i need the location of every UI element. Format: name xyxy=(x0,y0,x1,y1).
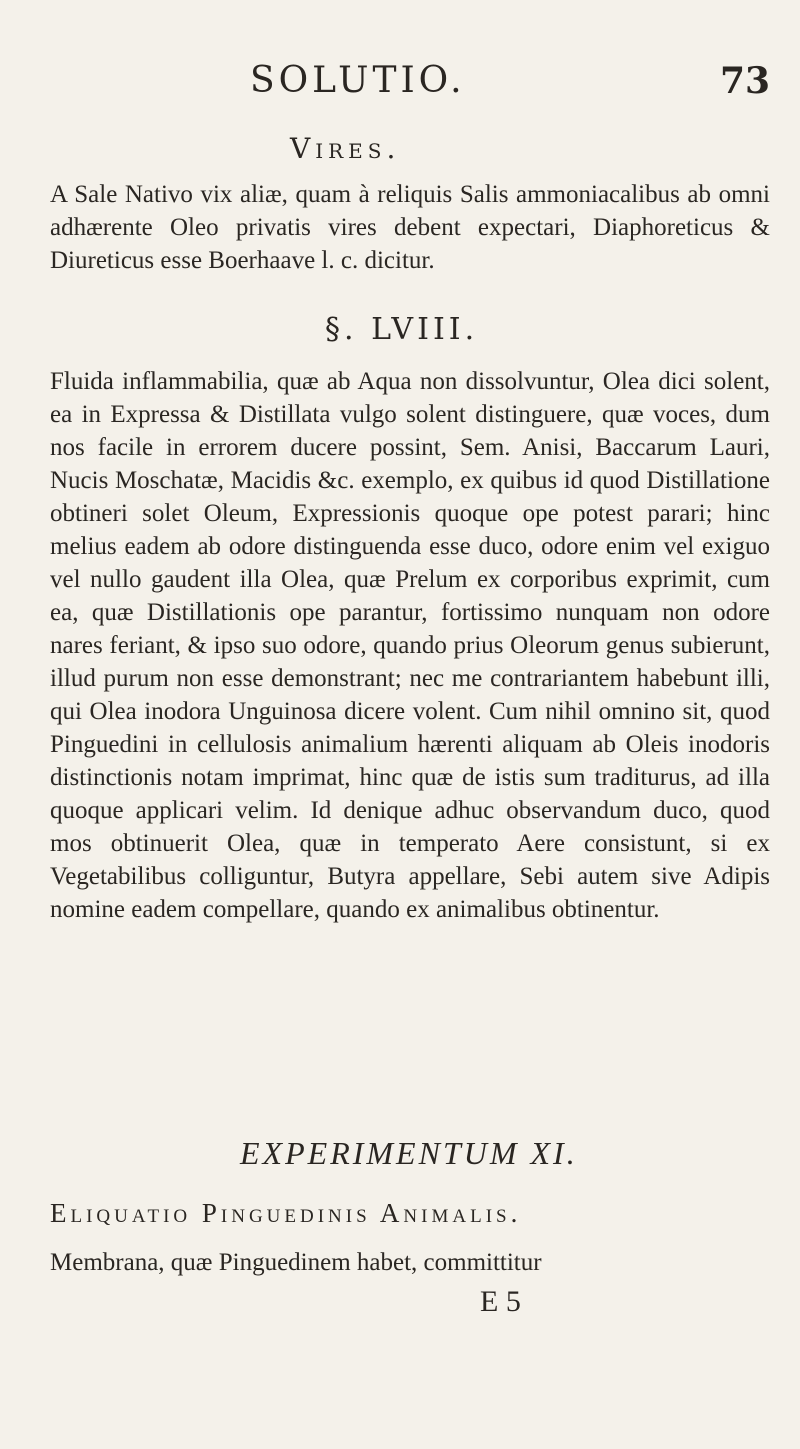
last-line: Membrana, quæ Pinguedinem habet, committitur xyxy=(50,1249,542,1276)
paragraph-mark: §. LVIII. xyxy=(325,312,479,347)
paragraph-vires: A Sale Nativo vix aliæ, quam à reliquis Salis ammoniacalibus ab omni adhærente Oleo privatis vires debent expectari, Diaphoreticus & Diureticus esse Boerhaave l. c. dicitur. xyxy=(50,181,770,274)
experiment-subtitle: Eliquatio Pinguedinis Animalis. xyxy=(50,1198,522,1228)
page-number: 73 xyxy=(720,60,771,102)
running-head: SOLUTIO. xyxy=(250,60,466,101)
signature-mark: E 5 xyxy=(480,1285,521,1318)
section-title: Vires. xyxy=(290,132,401,165)
paragraph-fluida: Fluida inflammabilia, quæ ab Aqua non dissolvuntur, Olea dici solent, ea in Expressa & Distillata vulgo solent distinguere, quæ voces, dum nos facile in errorem ducere possint, Sem. Anisi, Baccarum Lauri, Nucis Moschatæ, Macidis &c. exemplo, ex quibus id quod Distillatione obtineri solet Oleum, Expressionis quoque ope potest parari; hinc melius eadem ab odore distinguenda esse duco, odore enim vel exiguo vel nullo gaudent illa Olea, quæ Prelum ex corporibus exprimit, cum ea, quæ Distillationis ope parantur, fortissimo nunquam non odore nares feriant, & ipso suo odore, quando prius Oleorum genus subierunt, illud purum non esse demonstrant; nec me contrariantem habebunt illi, qui Olea inodora Unguinosa dicere volent. Cum nihil omnino sit, quod Pinguedini in cellulosis animalium hærenti aliquam ab Oleis inodoris distinctionis notam imprimat, hinc quæ de istis sum traditurus, ad illa quoque applicari velim. Id denique adhuc observandum duco, quod mos obtinuerit Olea, quæ in temperato Aere consistunt, si ex Vegetabilibus colliguntur, Butyra appellare, Sebi autem sive Adipis nomine eadem compellare, quando ex animalibus obtinentur. xyxy=(50,368,770,923)
experiment-heading: EXPERIMENTUM XI. xyxy=(240,1135,578,1171)
